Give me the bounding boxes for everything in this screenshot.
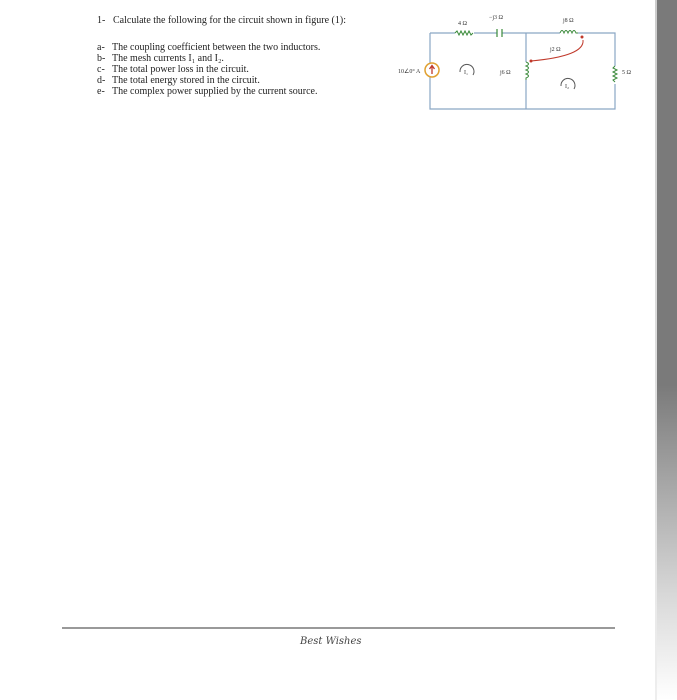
dot-marker	[530, 60, 533, 63]
question-number: 1-	[97, 15, 106, 26]
l2-label: j8 Ω	[563, 18, 574, 24]
source-label: 10∠0° A	[398, 69, 421, 75]
item-label: e-	[97, 86, 105, 97]
item-text: The total power loss in the circuit.	[112, 64, 249, 75]
c1-label: −j3 Ω	[489, 15, 504, 21]
r2-label: 5 Ω	[622, 70, 631, 76]
item-text: The complex power supplied by the current source.	[112, 86, 318, 97]
resistor-4ohm	[455, 31, 473, 35]
circuit-wires	[430, 33, 615, 109]
signature: Best Wishes	[300, 636, 362, 647]
item-text: The mesh currents I₁ and I₂.	[112, 53, 224, 64]
resistor-5ohm	[613, 66, 617, 82]
footer-divider	[62, 627, 615, 629]
inductor-j8	[560, 31, 578, 34]
capacitor	[497, 29, 502, 37]
inductor-j6	[526, 62, 529, 80]
question-text: Calculate the following for the circuit shown in figure (1):	[113, 15, 346, 26]
mesh1-label: I₁	[464, 70, 469, 76]
item-label: a-	[97, 42, 105, 53]
item-label: b-	[97, 53, 106, 64]
item-label: c-	[97, 64, 105, 75]
item-label: d-	[97, 75, 106, 86]
circuit-figure	[0, 0, 677, 200]
mutual-label: j2 Ω	[550, 47, 561, 53]
item-text: The total energy stored in the circuit.	[112, 75, 260, 86]
item-text: The coupling coefficient between the two inductors.	[112, 42, 321, 53]
r1-label: 4 Ω	[458, 21, 467, 27]
mesh2-label: I₂	[565, 84, 570, 90]
l1-label: j6 Ω	[500, 70, 511, 76]
dot-marker	[581, 36, 584, 39]
